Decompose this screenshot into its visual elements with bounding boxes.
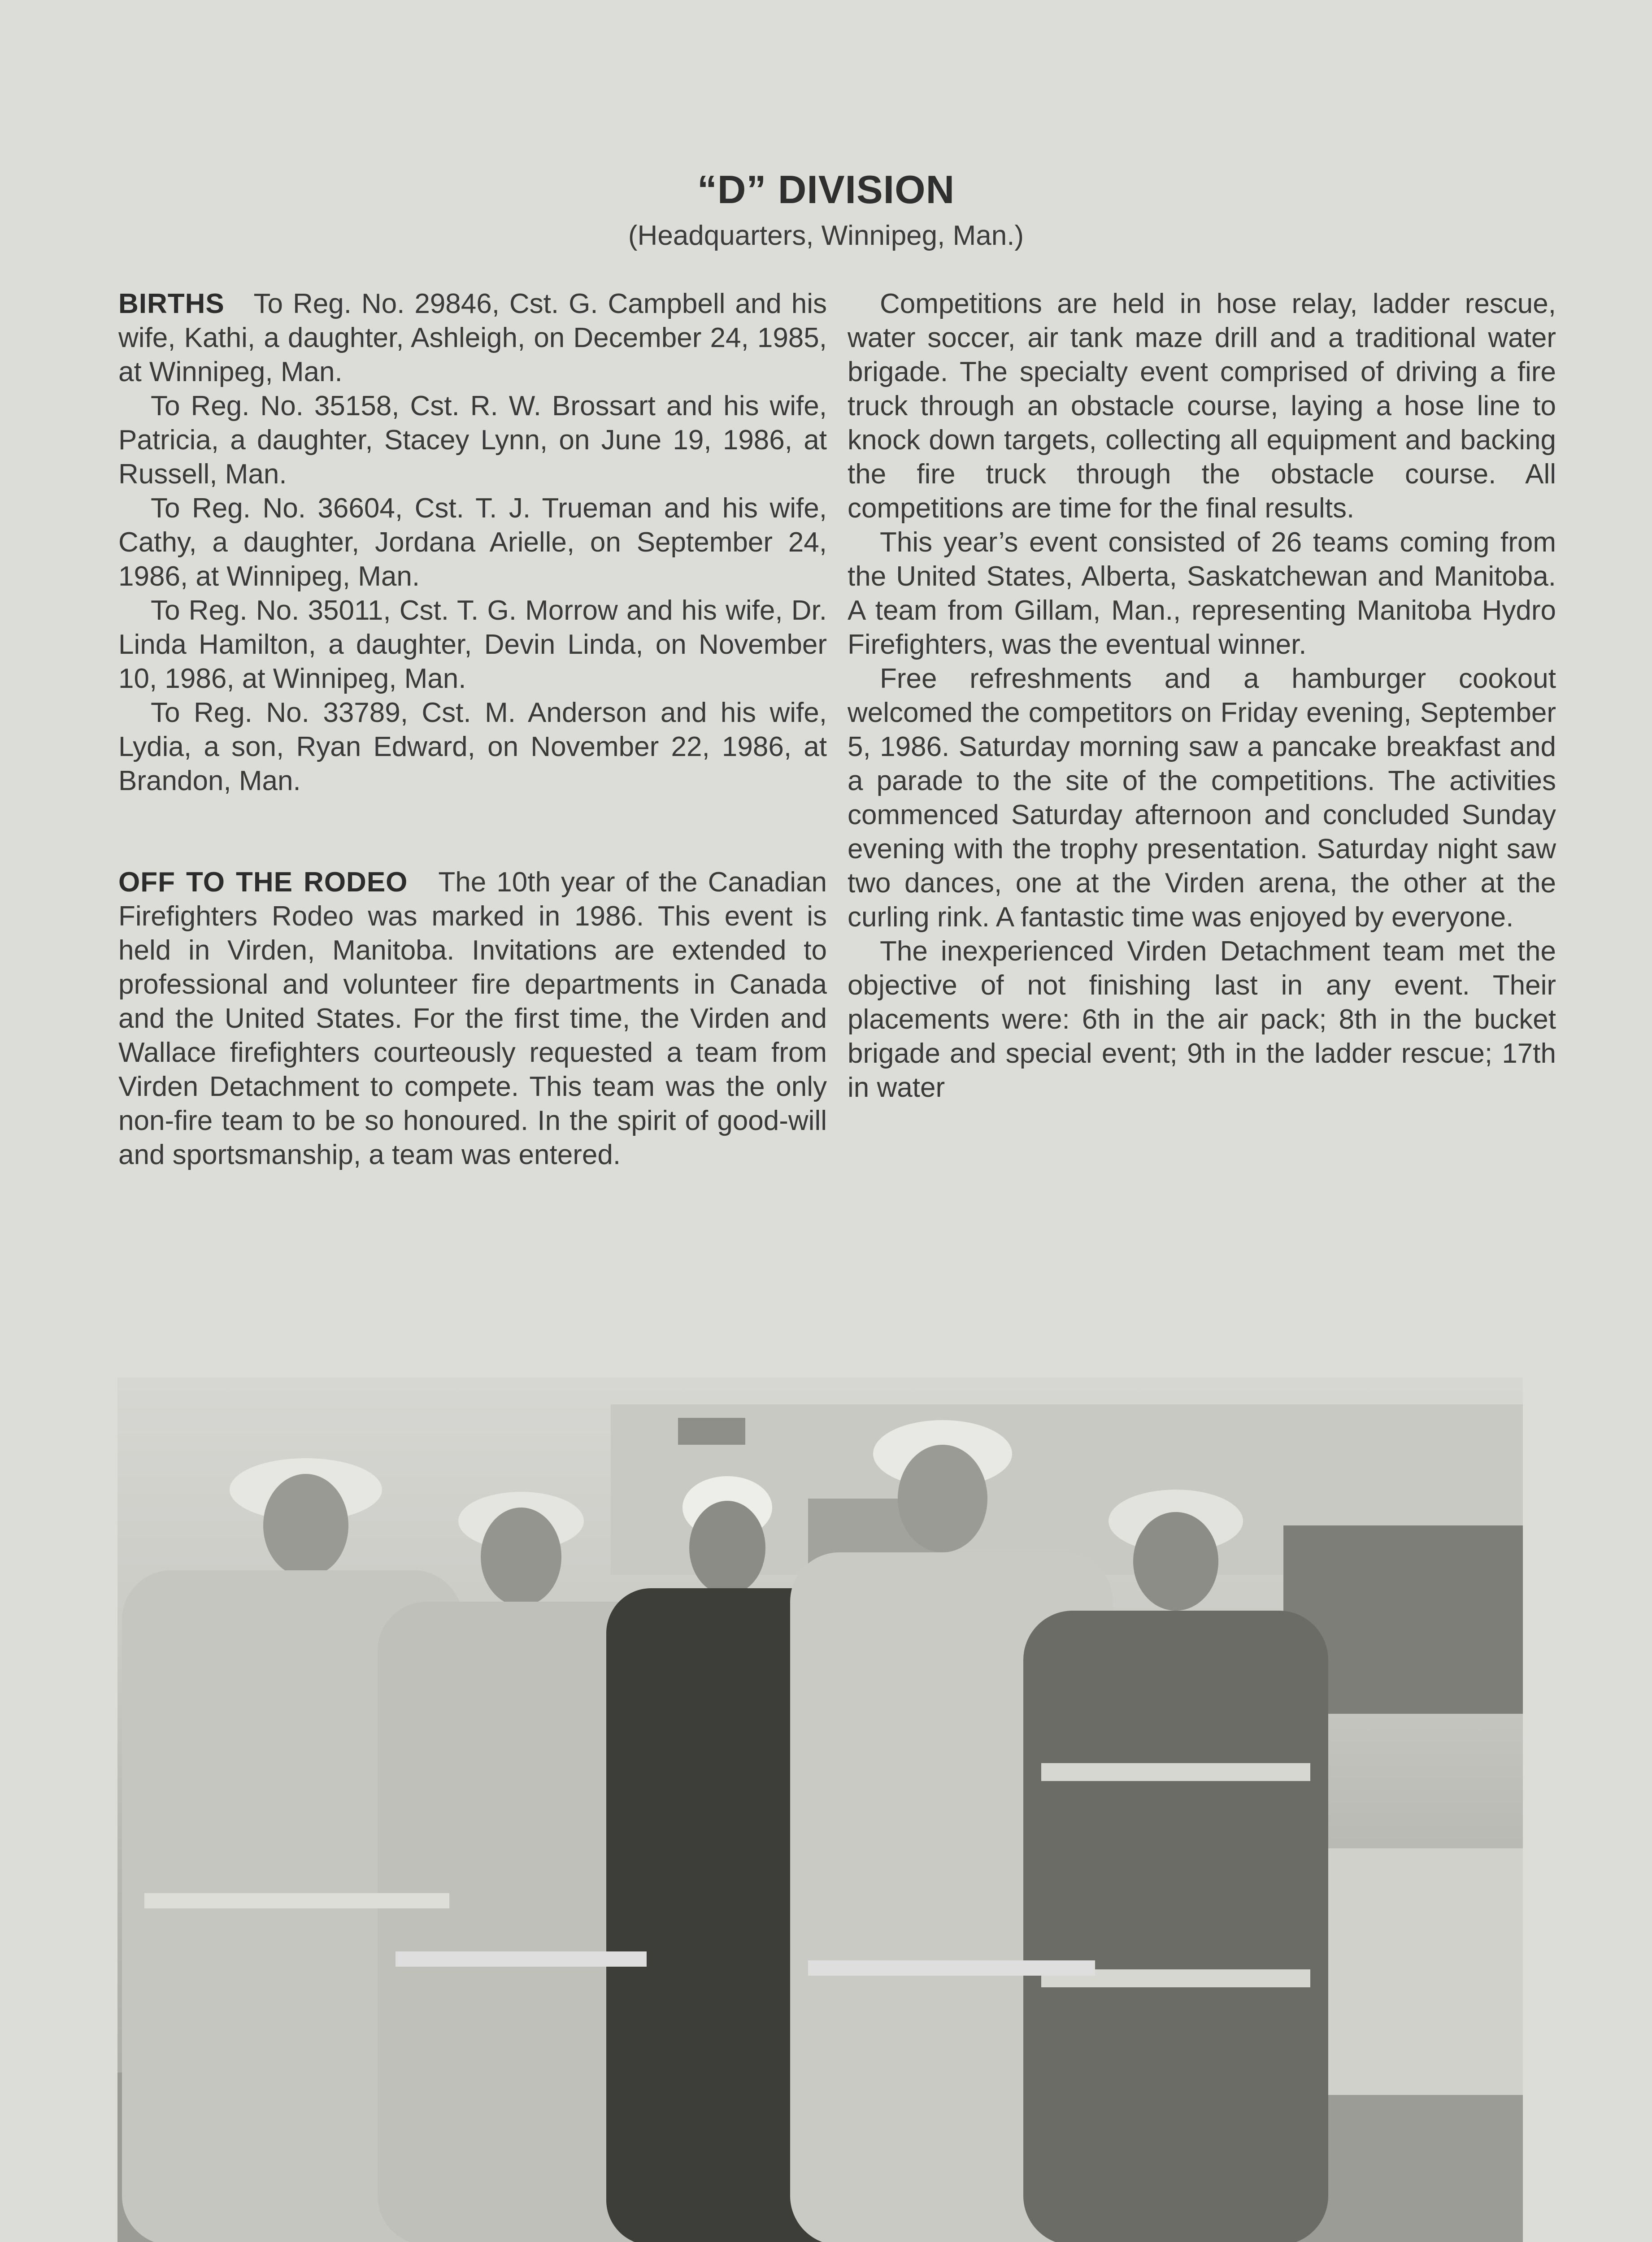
photo-illustration <box>117 1377 1523 2242</box>
rodeo-section <box>118 865 827 1172</box>
births-text: To Reg. No. 29846, Cst. G. Campbell and his wife, Kathi, a daughter, Ashleigh, on December 24, 1985, at Winnipeg, Man. <box>118 288 827 387</box>
rodeo-paragraph: Competitions are held in hose relay, ladder rescue, water soccer, air tank maze drill and a traditional water brigade. The specialty event comprised of driving a fire truck through an obstacle course, laying a hose line to knock down targets, collecting all equipment and backing the fire truck through the obstacle course. All competitions are time for the final results. <box>848 288 1556 524</box>
births-paragraph <box>118 287 827 389</box>
rodeo-heading: OFF TO THE RODEO <box>118 867 408 898</box>
page-title: “D” DIVISION <box>697 167 955 212</box>
left-column <box>118 287 827 1172</box>
rodeo-paragraph: This year’s event consisted of 26 teams coming from the United States, Alberta, Saskatchewan and Manitoba. A team from Gillam, Man., representing Manitoba Hydro Firefighters, was the eventual winner. <box>848 527 1556 660</box>
births-paragraph: To Reg. No. 35158, Cst. R. W. Brossart and his wife, Patricia, a daughter, Stacey Lynn, on June 19, 1986, at Russell, Man. <box>118 391 827 490</box>
births-paragraph: To Reg. No. 35011, Cst. T. G. Morrow and his wife, Dr. Linda Hamilton, a daughter, Devin Linda, on November 10, 1986, at Winnipeg, Man. <box>118 595 827 694</box>
rodeo-text: The 10th year of the Canadian Firefighters Rodeo was marked in 1986. This event is held in Virden, Manitoba. Invitations are extended to professional and volunteer fire departments in Canada and the United States. For the first time, the Virden and Wallace firefighters courteously requested a team from Virden Detachment to compete. This team was the only non-fire team to be so honoured. In the spirit of good-will and sportsmanship, a team was entered. <box>118 867 827 1170</box>
firefighters-photo <box>117 1377 1523 2242</box>
rodeo-paragraph: The inexperienced Virden Detachment team met the objective of not finishing last in any event. Their placements were: 6th in the air pack; 8th in the bucket brigade and special event; 9th in the ladder rescue; 17th in water <box>848 936 1556 1103</box>
page-subtitle: (Headquarters, Winnipeg, Man.) <box>628 220 1024 251</box>
rodeo-paragraph <box>118 865 827 1172</box>
births-heading: BIRTHS <box>118 288 225 319</box>
births-paragraph: To Reg. No. 33789, Cst. M. Anderson and his wife, Lydia, a son, Ryan Edward, on November 22, 1986, at Brandon, Man. <box>118 697 827 796</box>
right-column <box>848 287 1556 1105</box>
births-section <box>118 287 827 798</box>
births-paragraph: To Reg. No. 36604, Cst. T. J. Trueman and his wife, Cathy, a daughter, Jordana Arielle, on September 24, 1986, at Winnipeg, Man. <box>118 493 827 592</box>
rodeo-paragraph: Free refreshments and a hamburger cookout welcomed the competitors on Friday evening, September 5, 1986. Saturday morning saw a pancake breakfast and a parade to the site of the competitions. The activities commenced Saturday afternoon and concluded Sunday evening with the trophy presentation. Saturday night saw two dances, one at the Virden arena, the other at the curling rink. A fantastic time was enjoyed by everyone. <box>848 663 1556 933</box>
